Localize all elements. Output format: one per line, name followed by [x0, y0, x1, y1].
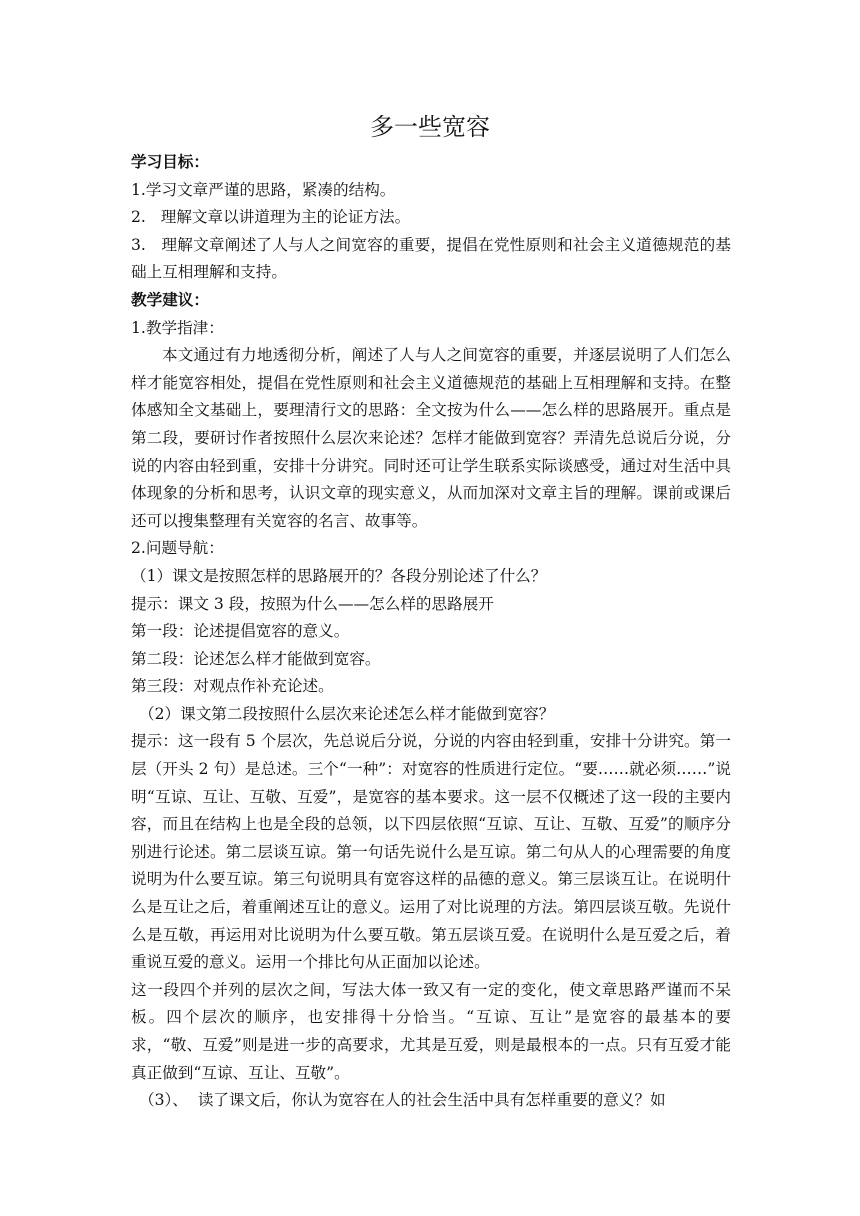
question: （1）课文是按照怎样的思路展开的？各段分别论述了什么？	[131, 566, 547, 585]
objective-item: 3. 理解文章阐述了人与人之间宽容的重要，提倡在党性原则和社会主义道德规范的基础上互相理解和支持。	[131, 235, 731, 282]
document-body	[131, 149, 731, 1115]
question: （3）、 读了课文后，你认为宽容在人的社会生活中具有怎样重要的意义？如	[139, 1091, 666, 1110]
question: （2）课文第二段按照什么层次来论述怎么样才能做到宽容？	[139, 704, 555, 723]
section-paragraph: 本文通过有力地透彻分析，阐述了人与人之间宽容的重要，并逐层说明了人们怎么样才能宽容相处，提倡在党性原则和社会主义道德规范的基础上互相理解和支持。在整体感知全文基础上，要理清行文的思路：全文按为什么——怎么样的思路展开。重点是第二段，要研讨作者按照什么层次来论述？怎样才能做到宽容？弄清先总说后分说，分说的内容由轻到重，安排十分讲究。同时还可让学生联系实际谈感受，通过对生活中具体现象的分析和思考，认识文章的现实意义，从而加深对文章主旨的理解。课前或课后还可以搜集整理有关宽容的名言、故事等。	[131, 346, 731, 530]
hint: 提示：课文 3 段，按照为什么——怎么样的思路展开	[131, 594, 494, 613]
document-title: 多一些宽容	[370, 113, 490, 141]
section-label: 1.教学指津：	[131, 318, 224, 337]
suggestions-heading: 教学建议：	[131, 290, 209, 309]
paragraph-note: 第二段：论述怎么样才能做到宽容。	[131, 649, 381, 668]
hint: 提示：这一段有 5 个层次，先总说后分说，分说的内容由轻到重，安排十分讲究。第一层（开头 2 句）是总述。三个“一种”：对宽容的性质进行定位。“要……就必须……”说明“互谅、互让、互敬、互爱”，是宽容的基本要求。这一层不仅概述了这一段的主要内容，而且在结构上也是全段的总领，以下四层依照“互谅、互让、互敬、互爱”的顺序分别进行论述。第二层谈互谅。第一句话先说什么是互谅。第二句从人的心理需要的角度说明为什么要互谅。第三句说明具有宽容这样的品德的意义。第三层谈互让。在说明什么是互让之后，着重阐述互让的意义。运用了对比说理的方法。第四层谈互敬。先说什么是互敬，再运用对比说明为什么要互敬。第五层谈互爱。在说明什么是互爱之后，着重说互爱的意义。运用一个排比句从正面加以论述。	[131, 732, 731, 972]
section-label: 2.问题导航：	[131, 539, 224, 558]
paragraph-note: 第三段：对观点作补充论述。	[131, 677, 334, 696]
objective-item: 2. 理解文章以讲道理为主的论证方法。	[131, 208, 411, 227]
paragraph-note: 第一段：论述提倡宽容的意义。	[131, 622, 350, 641]
objective-item: 1.学习文章严谨的思路，紧凑的结构。	[131, 180, 396, 199]
summary-paragraph: 这一段四个并列的层次之间，写法大体一致又有一定的变化，使文章思路严谨而不呆板。四个层次的顺序，也安排得十分恰当。“互谅、互让”是宽容的最基本的要求，“敬、互爱”则是进一步的高要求，尤其是互爱，则是最根本的一点。只有互爱才能真正做到“互谅、互让、互敬”。	[131, 980, 731, 1082]
objectives-heading: 学习目标：	[131, 153, 209, 171]
